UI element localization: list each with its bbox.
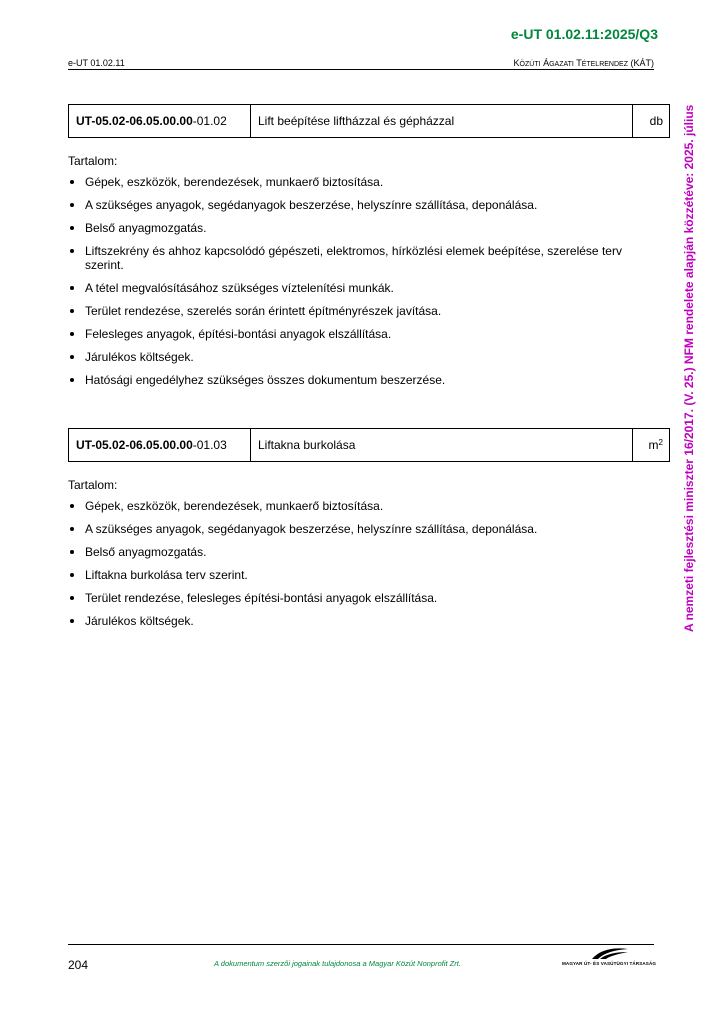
item-table — [68, 104, 670, 138]
content-list — [68, 175, 628, 387]
publication-notice: A nemzeti fejlesztési miniszter 16/2017. (V. 25.) NFM rendelete alapján közzétéve: 2025. július — [682, 104, 696, 632]
list-item: Gépek, eszközök, berendezések, munkaerő biztosítása. — [68, 499, 628, 513]
list-item: A tétel megvalósításához szükséges víztelenítési munkák. — [68, 281, 628, 295]
list-item: Liftakna burkolása terv szerint. — [68, 568, 628, 582]
list-item: Belső anyagmozgatás. — [68, 545, 628, 559]
header-left-code: e-UT 01.02.11 — [68, 58, 125, 68]
list-item: Járulékos költségek. — [68, 614, 628, 628]
list-item: Járulékos költségek. — [68, 350, 628, 364]
page-number: 204 — [68, 958, 89, 972]
item-content — [68, 478, 628, 637]
list-item: A szükséges anyagok, segédanyagok beszerzése, helyszínre szállítása, deponálása. — [68, 522, 628, 536]
item-content — [68, 154, 628, 396]
item-code: UT-05.02-06.05.00.00 -01.02 — [69, 105, 251, 137]
road-swoosh-icon — [590, 946, 630, 960]
item-unit: m $^2$ — [648, 438, 663, 452]
content-label: Tartalom: — [68, 154, 118, 168]
list-item: Liftszekrény és ahhoz kapcsolódó gépészeti, elektromos, hírközlési elemek beépítése, szerelése terv szerint. — [68, 244, 628, 272]
content-list — [68, 499, 628, 628]
list-item: Felesleges anyagok, építési-bontási anyagok elszállítása. — [68, 327, 628, 341]
item-code: UT-05.02-06.05.00.00 -01.03 — [69, 429, 251, 461]
item-table — [68, 428, 670, 462]
header-right-title: KÖZÚTI ÁGAZATI TÉTELRENDEZ (KÁT) — [513, 58, 654, 68]
content-label: Tartalom: — [68, 478, 118, 492]
list-item: A szükséges anyagok, segédanyagok beszerzése, helyszínre szállítása, deponálása. — [68, 198, 628, 212]
logo-text: MAGYAR ÚT- ÉS VASÚTÜGYI TÁRSASÁG — [562, 961, 657, 966]
item-unit: db — [649, 114, 663, 128]
copyright-notice: A dokumentum szerzői jogainak tulajdonosa a Magyar Közút Nonprofit Zrt. — [214, 959, 461, 968]
list-item: Hatósági engedélyhez szükséges összes dokumentum beszerzése. — [68, 373, 628, 387]
list-item: Terület rendezése, szerelés során érintett építményrészek javítása. — [68, 304, 628, 318]
item-description: Lift beépítése liftházzal és gépházzal — [251, 105, 633, 137]
company-logo — [562, 946, 657, 970]
list-item: Belső anyagmozgatás. — [68, 221, 628, 235]
list-item: Terület rendezése, felesleges építési-bontási anyagok elszállítása. — [68, 591, 628, 605]
list-item: Gépek, eszközök, berendezések, munkaerő biztosítása. — [68, 175, 628, 189]
footer-divider — [68, 944, 654, 945]
item-description: Liftakna burkolása — [251, 429, 633, 461]
document-code: e-UT 01.02.11:2025/Q3 — [510, 26, 658, 42]
header-divider — [68, 69, 654, 70]
